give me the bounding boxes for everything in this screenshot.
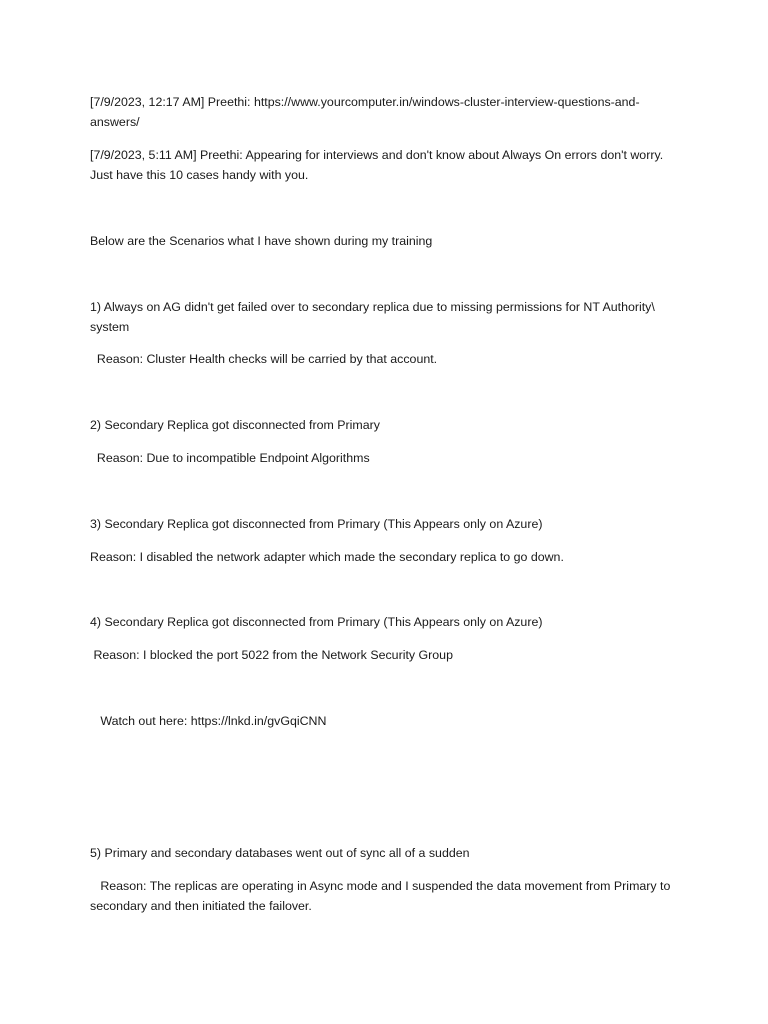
scenario-2-title: 2) Secondary Replica got disconnected from Primary — [90, 418, 380, 432]
scenario-1-title: 1) Always on AG didn't get failed over to secondary replica due to missing permissions for NT Authority\ system — [90, 300, 659, 334]
scenario-1-reason: Reason: Cluster Health checks will be carried by that account. — [90, 352, 438, 366]
scenario-5-title: 5) Primary and secondary databases went out of sync all of a sudden — [90, 846, 470, 860]
scenario-4-title: 4) Secondary Replica got disconnected from Primary (This Appears only on Azure) — [90, 615, 543, 629]
chat-message-link: [7/9/2023, 12:17 AM] Preethi: https://www.yourcomputer.in/windows-cluster-interview-questions-and-answers/ — [90, 95, 640, 129]
scenario-2-reason: Reason: Due to incompatible Endpoint Algorithms — [90, 451, 370, 465]
scenario-4-reason: Reason: I blocked the port 5022 from the Network Security Group — [90, 648, 453, 662]
scenarios-heading: Below are the Scenarios what I have shown during my training — [90, 234, 433, 248]
watch-out-link[interactable]: Watch out here: https://lnkd.in/gvGqiCNN — [90, 714, 327, 728]
chat-message-intro: [7/9/2023, 5:11 AM] Preethi: Appearing for interviews and don't know about Always On errors don't worry. Just have this 10 cases handy with you. — [90, 148, 667, 182]
scenario-5-reason: Reason: The replicas are operating in Async mode and I suspended the data movement from Primary to secondary and then initiated the failover. — [90, 879, 674, 913]
scenario-3-reason: Reason: I disabled the network adapter which made the secondary replica to go down. — [90, 550, 564, 564]
scenario-3-title: 3) Secondary Replica got disconnected from Primary (This Appears only on Azure) — [90, 517, 543, 531]
